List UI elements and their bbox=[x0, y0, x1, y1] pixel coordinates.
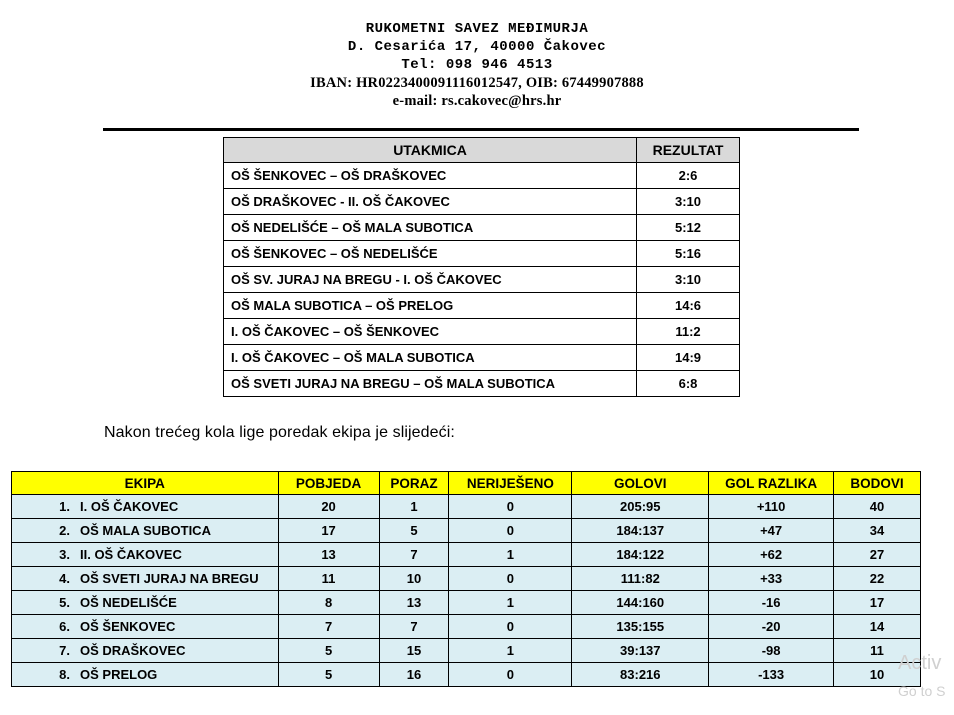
result-cell: 14:9 bbox=[637, 345, 740, 371]
losses-cell: 10 bbox=[379, 567, 449, 591]
wins-cell: 7 bbox=[278, 615, 379, 639]
column-header-result: REZULTAT bbox=[637, 138, 740, 163]
points-cell: 34 bbox=[834, 519, 921, 543]
table-header-row bbox=[12, 472, 921, 495]
match-cell: OŠ ŠENKOVEC – OŠ NEDELIŠĆE bbox=[224, 241, 637, 267]
team-cell bbox=[12, 663, 279, 687]
rank-number: 4. bbox=[59, 571, 70, 586]
result-cell: 2:6 bbox=[637, 163, 740, 189]
team-name: OŠ ŠENKOVEC bbox=[80, 619, 176, 634]
result-cell: 3:10 bbox=[637, 189, 740, 215]
rank-number: 1. bbox=[59, 499, 70, 514]
team-cell bbox=[12, 567, 279, 591]
draws-cell: 0 bbox=[449, 615, 572, 639]
team-name: OŠ NEDELIŠĆE bbox=[80, 595, 177, 610]
table-row bbox=[224, 241, 740, 267]
goal-difference-cell: +47 bbox=[709, 519, 834, 543]
goal-difference-cell: +33 bbox=[709, 567, 834, 591]
goal-difference-cell: -20 bbox=[709, 615, 834, 639]
table-row bbox=[224, 189, 740, 215]
rank-number: 8. bbox=[59, 667, 70, 682]
header-divider bbox=[103, 128, 859, 131]
table-row bbox=[12, 567, 921, 591]
table-row bbox=[12, 591, 921, 615]
goals-cell: 39:137 bbox=[572, 639, 709, 663]
rank-number: 6. bbox=[59, 619, 70, 634]
org-address: D. Cesarića 17, 40000 Čakovec bbox=[347, 39, 607, 55]
activation-watermark-subtext: Go to S bbox=[898, 683, 946, 699]
result-cell: 11:2 bbox=[637, 319, 740, 345]
result-cell: 3:10 bbox=[637, 267, 740, 293]
draws-cell: 1 bbox=[449, 591, 572, 615]
table-row bbox=[224, 371, 740, 397]
match-cell: I. OŠ ČAKOVEC – OŠ MALA SUBOTICA bbox=[224, 345, 637, 371]
team-cell bbox=[12, 591, 279, 615]
table-header-row bbox=[224, 138, 740, 163]
team-cell bbox=[12, 519, 279, 543]
goal-difference-cell: -133 bbox=[709, 663, 834, 687]
points-cell: 40 bbox=[834, 495, 921, 519]
table-row bbox=[12, 543, 921, 567]
rank-number: 2. bbox=[59, 523, 70, 538]
table-row bbox=[224, 267, 740, 293]
losses-cell: 13 bbox=[379, 591, 449, 615]
match-results-table bbox=[223, 137, 740, 397]
table-row bbox=[12, 615, 921, 639]
table-row bbox=[12, 663, 921, 687]
result-cell: 5:12 bbox=[637, 215, 740, 241]
draws-cell: 1 bbox=[449, 639, 572, 663]
wins-cell: 13 bbox=[278, 543, 379, 567]
table-row bbox=[224, 163, 740, 189]
points-cell: 11 bbox=[834, 639, 921, 663]
table-row bbox=[224, 293, 740, 319]
wins-cell: 8 bbox=[278, 591, 379, 615]
match-cell: OŠ NEDELIŠĆE – OŠ MALA SUBOTICA bbox=[224, 215, 637, 241]
goals-cell: 111:82 bbox=[572, 567, 709, 591]
table-row bbox=[12, 495, 921, 519]
goals-cell: 205:95 bbox=[572, 495, 709, 519]
draws-cell: 0 bbox=[449, 567, 572, 591]
wins-cell: 17 bbox=[278, 519, 379, 543]
activation-watermark: Activ bbox=[898, 652, 942, 674]
match-cell: OŠ MALA SUBOTICA – OŠ PRELOG bbox=[224, 293, 637, 319]
team-name: I. OŠ ČAKOVEC bbox=[80, 499, 179, 514]
draws-cell: 0 bbox=[449, 663, 572, 687]
goal-difference-cell: +62 bbox=[709, 543, 834, 567]
losses-cell: 7 bbox=[379, 615, 449, 639]
wins-cell: 5 bbox=[278, 663, 379, 687]
table-row bbox=[12, 639, 921, 663]
org-iban: IBAN: HR0223400091116012547, OIB: 67449907888 bbox=[310, 75, 644, 91]
goal-difference-cell: +110 bbox=[709, 495, 834, 519]
letterhead bbox=[0, 20, 954, 110]
team-name: OŠ DRAŠKOVEC bbox=[80, 643, 186, 658]
team-name: OŠ SVETI JURAJ NA BREGU bbox=[80, 571, 259, 586]
table-row bbox=[224, 215, 740, 241]
column-header-team: EKIPA bbox=[12, 472, 279, 495]
rank-number: 3. bbox=[59, 547, 70, 562]
points-cell: 14 bbox=[834, 615, 921, 639]
team-name: OŠ PRELOG bbox=[80, 667, 158, 682]
wins-cell: 5 bbox=[278, 639, 379, 663]
wins-cell: 20 bbox=[278, 495, 379, 519]
match-cell: OŠ SV. JURAJ NA BREGU - I. OŠ ČAKOVEC bbox=[224, 267, 637, 293]
result-cell: 6:8 bbox=[637, 371, 740, 397]
org-email: e-mail: rs.cakovec@hrs.hr bbox=[392, 93, 562, 109]
wins-cell: 11 bbox=[278, 567, 379, 591]
goal-difference-cell: -98 bbox=[709, 639, 834, 663]
goal-difference-cell: -16 bbox=[709, 591, 834, 615]
table-row bbox=[224, 319, 740, 345]
points-cell: 17 bbox=[834, 591, 921, 615]
losses-cell: 1 bbox=[379, 495, 449, 519]
column-header-goal-difference: GOL RAZLIKA bbox=[709, 472, 834, 495]
points-cell: 10 bbox=[834, 663, 921, 687]
losses-cell: 16 bbox=[379, 663, 449, 687]
standings-intro-text: Nakon trećeg kola lige poredak ekipa je slijedeći: bbox=[104, 424, 455, 441]
column-header-match: UTAKMICA bbox=[224, 138, 637, 163]
rank-number: 7. bbox=[59, 643, 70, 658]
match-cell: OŠ ŠENKOVEC – OŠ DRAŠKOVEC bbox=[224, 163, 637, 189]
draws-cell: 0 bbox=[449, 495, 572, 519]
draws-cell: 0 bbox=[449, 519, 572, 543]
losses-cell: 7 bbox=[379, 543, 449, 567]
goals-cell: 184:137 bbox=[572, 519, 709, 543]
goals-cell: 144:160 bbox=[572, 591, 709, 615]
team-cell bbox=[12, 543, 279, 567]
org-name: RUKOMETNI SAVEZ MEĐIMURJA bbox=[365, 21, 589, 37]
team-cell bbox=[12, 639, 279, 663]
match-cell: OŠ DRAŠKOVEC - II. OŠ ČAKOVEC bbox=[224, 189, 637, 215]
draws-cell: 1 bbox=[449, 543, 572, 567]
team-cell bbox=[12, 495, 279, 519]
match-cell: I. OŠ ČAKOVEC – OŠ ŠENKOVEC bbox=[224, 319, 637, 345]
match-cell: OŠ SVETI JURAJ NA BREGU – OŠ MALA SUBOTICA bbox=[224, 371, 637, 397]
rank-number: 5. bbox=[59, 595, 70, 610]
team-cell bbox=[12, 615, 279, 639]
points-cell: 22 bbox=[834, 567, 921, 591]
team-name: OŠ MALA SUBOTICA bbox=[80, 523, 211, 538]
column-header-draws: NERIJEŠENO bbox=[449, 472, 572, 495]
column-header-wins: POBJEDA bbox=[278, 472, 379, 495]
standings-table bbox=[11, 471, 921, 687]
goals-cell: 83:216 bbox=[572, 663, 709, 687]
table-row bbox=[224, 345, 740, 371]
table-row bbox=[12, 519, 921, 543]
result-cell: 14:6 bbox=[637, 293, 740, 319]
points-cell: 27 bbox=[834, 543, 921, 567]
result-cell: 5:16 bbox=[637, 241, 740, 267]
team-name: II. OŠ ČAKOVEC bbox=[80, 547, 182, 562]
losses-cell: 5 bbox=[379, 519, 449, 543]
column-header-goals: GOLOVI bbox=[572, 472, 709, 495]
column-header-points: BODOVI bbox=[834, 472, 921, 495]
goals-cell: 184:122 bbox=[572, 543, 709, 567]
column-header-losses: PORAZ bbox=[379, 472, 449, 495]
losses-cell: 15 bbox=[379, 639, 449, 663]
org-phone: Tel: 098 946 4513 bbox=[401, 57, 553, 73]
goals-cell: 135:155 bbox=[572, 615, 709, 639]
